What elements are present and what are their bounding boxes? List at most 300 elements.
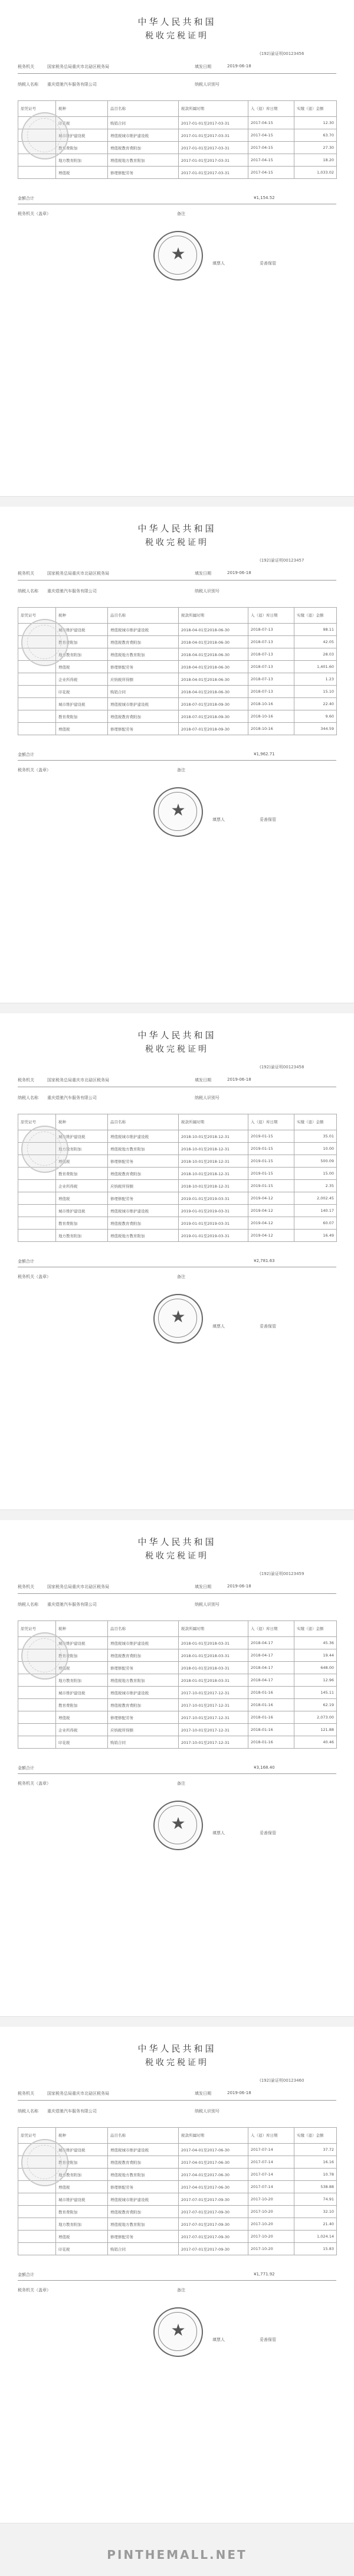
total-value: ¥1,962.71: [254, 752, 275, 757]
amount-cell: 32.10: [294, 2206, 337, 2218]
tax-type-cell: 地方教育附加: [56, 1230, 108, 1242]
date-cell: 2018-10-16: [248, 723, 294, 735]
payer-id-label: 纳税人识别号: [195, 1095, 219, 1100]
amount-cell: 121.88: [294, 1724, 337, 1736]
item-name-cell: 应纳税所得额: [108, 1180, 179, 1192]
payer-id-label: 纳税人识别号: [195, 1602, 219, 1607]
fill-date-label: 填发日期: [195, 64, 211, 69]
voucher-cell: [18, 2218, 56, 2231]
payer-id-label: 纳税人识别号: [195, 589, 219, 594]
date-cell: 2017-10-20: [248, 2218, 294, 2231]
tax-certificate: [0, 1013, 354, 1510]
tax-type-cell: 教育费附加: [56, 2156, 108, 2169]
item-name-cell: 修理修配劳务: [108, 1662, 179, 1674]
tax-type-cell: 教育费附加: [56, 1168, 108, 1180]
tax-table: [18, 1620, 337, 1749]
period-cell: 2018-10-01至2018-12-31: [179, 1168, 248, 1180]
stamp-ring: [27, 1638, 61, 1672]
stamp-ring: [27, 2145, 61, 2179]
column-header: 实缴（退）金额: [294, 101, 337, 117]
date-cell: 2017-07-14: [248, 2181, 294, 2193]
item-name-cell: 增值税城市维护建设税: [108, 1637, 179, 1649]
period-cell: 2018-01-01至2018-03-31: [179, 1637, 248, 1649]
taxpayer-label: 纳税人名称: [18, 2109, 38, 2114]
issuer-label: 税务机关: [18, 64, 34, 69]
red-stamp: [21, 1126, 68, 1173]
period-cell: 2018-07-01至2018-09-30: [179, 723, 248, 735]
period-cell: 2017-04-01至2017-06-30: [179, 2181, 248, 2193]
tax-type-cell: 增值税: [56, 1192, 108, 1205]
tax-certificate: [0, 0, 354, 497]
period-cell: 2018-04-01至2018-06-30: [179, 673, 248, 686]
date-cell: 2018-07-13: [248, 636, 294, 648]
note-label: 备注: [177, 768, 185, 772]
period-cell: 2018-01-01至2018-03-31: [179, 1662, 248, 1674]
table-row: [18, 1674, 337, 1687]
amount-cell: 500.09: [294, 1155, 337, 1168]
tax-type-cell: 企业所得税: [56, 673, 108, 686]
tax-type-cell: 印花税: [56, 2243, 108, 2255]
period-cell: 2017-10-01至2017-12-31: [179, 1736, 248, 1749]
amount-cell: 63.70: [294, 129, 337, 142]
stamp-ring: [27, 118, 61, 152]
period-cell: 2017-10-01至2017-12-31: [179, 1699, 248, 1711]
date-cell: 2017-10-20: [248, 2206, 294, 2218]
amount-cell: 1,033.02: [294, 167, 337, 179]
table-row: [18, 710, 337, 723]
amount-cell: 42.05: [294, 636, 337, 648]
period-cell: 2019-01-01至2019-03-31: [179, 1205, 248, 1217]
period-cell: 2019-01-01至2019-03-31: [179, 1217, 248, 1230]
certificate-title: 中华人民共和国: [137, 523, 217, 534]
fill-date-value: 2019-06-18: [227, 1584, 251, 1589]
tax-type-cell: 增值税: [56, 167, 108, 179]
official-seal: [153, 231, 203, 281]
certificate-title: 中华人民共和国: [137, 2043, 217, 2054]
amount-cell: 140.17: [294, 1205, 337, 1217]
column-header: 品目名称: [108, 1621, 179, 1637]
item-name-cell: 增值税教育费附加: [108, 1168, 179, 1180]
column-header: 入（退）库日期: [248, 1114, 294, 1130]
filled-by-label: 填票人: [212, 817, 225, 822]
issuer-label: 税务机关: [18, 1078, 34, 1082]
seal-label: 税务机关（盖章）: [18, 768, 51, 772]
amount-cell: 74.91: [294, 2193, 337, 2206]
amount-cell: 12.96: [294, 1674, 337, 1687]
tax-type-cell: 地方教育附加: [56, 154, 108, 167]
tax-type-cell: 印花税: [56, 686, 108, 698]
issuer-value: 国家税务总局重庆市北碚区税务局: [47, 2091, 109, 2096]
period-cell: 2018-04-01至2018-06-30: [179, 686, 248, 698]
table-header-row: [18, 2128, 337, 2144]
item-name-cell: 增值税地方教育附加: [108, 2218, 179, 2231]
column-header: 入（退）库日期: [248, 101, 294, 117]
item-name-cell: 增值税地方教育附加: [108, 154, 179, 167]
amount-cell: 21.40: [294, 2218, 337, 2231]
tax-certificate: [0, 507, 354, 1003]
date-cell: 2019-04-12: [248, 1230, 294, 1242]
filled-by-label: 填票人: [212, 1831, 225, 1835]
voucher-cell: [18, 1205, 56, 1217]
payer-id-label: 纳税人识别号: [195, 82, 219, 87]
fill-date-value: 2019-06-18: [227, 1077, 251, 1082]
certificate-title: 中华人民共和国: [137, 17, 217, 27]
amount-cell: 16.49: [294, 1230, 337, 1242]
tax-type-cell: 城市维护建设税: [56, 2193, 108, 2206]
taxpayer-value: 重庆煜驰汽车服务有限公司: [47, 1602, 97, 1607]
column-header: 税种: [56, 608, 108, 624]
date-cell: 2018-10-16: [248, 698, 294, 710]
column-header: 税种: [56, 2128, 108, 2144]
date-cell: 2018-07-13: [248, 648, 294, 661]
date-cell: 2019-04-12: [248, 1192, 294, 1205]
date-cell: 2019-01-15: [248, 1168, 294, 1180]
fill-date-value: 2019-06-18: [227, 2091, 251, 2095]
period-cell: 2017-01-01至2017-03-31: [179, 154, 248, 167]
date-cell: 2018-01-16: [248, 1736, 294, 1749]
period-cell: 2017-01-01至2017-03-31: [179, 167, 248, 179]
star-icon: ★: [171, 800, 186, 820]
table-row: [18, 686, 337, 698]
voucher-cell: [18, 2193, 56, 2206]
date-cell: 2019-01-15: [248, 1130, 294, 1143]
voucher-cell: [18, 1724, 56, 1736]
red-stamp: [21, 112, 68, 159]
voucher-cell: [18, 1687, 56, 1699]
table-row: [18, 661, 337, 673]
date-cell: 2018-04-17: [248, 1662, 294, 1674]
item-name-cell: 增值税教育费附加: [108, 142, 179, 154]
table-row: [18, 723, 337, 735]
period-cell: 2017-07-01至2017-09-30: [179, 2206, 248, 2218]
tax-type-cell: 教育费附加: [56, 636, 108, 648]
item-name-cell: 增值税城市维护建设税: [108, 2193, 179, 2206]
certificate-number: (192)渝证明00123456: [260, 51, 304, 56]
date-cell: 2018-04-17: [248, 1649, 294, 1662]
total-rule: [18, 1773, 336, 1774]
table-header-row: [18, 101, 337, 117]
total-label: 金额合计: [18, 1259, 34, 1264]
column-header: 原凭证号: [18, 1114, 56, 1130]
voucher-cell: [18, 1180, 56, 1192]
official-seal: [153, 2307, 203, 2357]
certificate-subtitle: 税收完税证明: [145, 2058, 209, 2068]
amount-cell: 2,002.45: [294, 1192, 337, 1205]
column-header: 入（退）库日期: [248, 608, 294, 624]
column-header: 品目名称: [108, 1114, 179, 1130]
header-rule: [18, 1593, 336, 1594]
tax-type-cell: 教育费附加: [56, 1699, 108, 1711]
item-name-cell: 修理修配劳务: [108, 1711, 179, 1724]
date-cell: 2017-07-14: [248, 2144, 294, 2156]
seal-label: 税务机关（盖章）: [18, 1274, 51, 1279]
table-row: [18, 167, 337, 179]
column-header: 税款所属时期: [179, 101, 248, 117]
table-row: [18, 2231, 337, 2243]
tax-table: [18, 1114, 337, 1242]
date-cell: 2018-01-16: [248, 1687, 294, 1699]
period-cell: 2017-01-01至2017-03-31: [179, 117, 248, 129]
tax-type-cell: 教育费附加: [56, 2206, 108, 2218]
seal-label: 税务机关（盖章）: [18, 211, 51, 216]
period-cell: 2017-04-01至2017-06-30: [179, 2169, 248, 2181]
voucher-cell: [18, 673, 56, 686]
period-cell: 2018-10-01至2018-12-31: [179, 1155, 248, 1168]
table-row: [18, 1192, 337, 1205]
item-name-cell: 购销合同: [108, 1736, 179, 1749]
table-row: [18, 1205, 337, 1217]
item-name-cell: 增值税地方教育附加: [108, 1230, 179, 1242]
date-cell: 2017-04-15: [248, 167, 294, 179]
amount-cell: 37.72: [294, 2144, 337, 2156]
tax-type-cell: 城市维护建设税: [56, 129, 108, 142]
tax-type-cell: 教育费附加: [56, 1649, 108, 1662]
column-header: 税款所属时期: [179, 1114, 248, 1130]
issuer-label: 税务机关: [18, 2091, 34, 2096]
date-cell: 2018-07-13: [248, 661, 294, 673]
table-row: [18, 1736, 337, 1749]
issuer-label: 税务机关: [18, 1584, 34, 1589]
column-header: 实缴（退）金额: [294, 2128, 337, 2144]
keep-safe-label: 妥善保管: [260, 1831, 276, 1835]
item-name-cell: 修理修配劳务: [108, 2181, 179, 2193]
table-header-row: [18, 1621, 337, 1637]
table-row: [18, 1217, 337, 1230]
tax-type-cell: 增值税: [56, 1155, 108, 1168]
item-name-cell: 应纳税所得额: [108, 673, 179, 686]
item-name-cell: 修理修配劳务: [108, 661, 179, 673]
filled-by-label: 填票人: [212, 261, 225, 266]
taxpayer-value: 重庆煜驰汽车服务有限公司: [47, 2109, 97, 2114]
certificate-number: (192)渝证明00123460: [260, 2078, 304, 2083]
voucher-cell: [18, 1699, 56, 1711]
column-header: 税种: [56, 101, 108, 117]
column-header: 入（退）库日期: [248, 1621, 294, 1637]
item-name-cell: 增值税教育费附加: [108, 2206, 179, 2218]
official-seal: [153, 787, 203, 837]
amount-cell: 15.00: [294, 1168, 337, 1180]
tax-type-cell: 企业所得税: [56, 1180, 108, 1192]
date-cell: 2018-07-13: [248, 673, 294, 686]
table-row: [18, 1180, 337, 1192]
tax-type-cell: 城市维护建设税: [56, 698, 108, 710]
tax-type-cell: 增值税: [56, 2231, 108, 2243]
amount-cell: 45.36: [294, 1637, 337, 1649]
voucher-cell: [18, 2231, 56, 2243]
tax-type-cell: 地方教育附加: [56, 2218, 108, 2231]
period-cell: 2018-07-01至2018-09-30: [179, 698, 248, 710]
period-cell: 2017-04-01至2017-06-30: [179, 2144, 248, 2156]
red-stamp: [21, 619, 68, 666]
column-header: 原凭证号: [18, 1621, 56, 1637]
voucher-cell: [18, 1217, 56, 1230]
amount-cell: 538.88: [294, 2181, 337, 2193]
total-value: ¥1,771.92: [254, 2272, 275, 2277]
item-name-cell: 增值税地方教育附加: [108, 648, 179, 661]
filled-by-label: 填票人: [212, 1324, 225, 1329]
fill-date-value: 2019-06-18: [227, 570, 251, 575]
tax-type-cell: 教育费附加: [56, 710, 108, 723]
header-rule: [18, 580, 336, 581]
voucher-cell: [18, 2243, 56, 2255]
table-row: [18, 2218, 337, 2231]
seal-label: 税务机关（盖章）: [18, 1781, 51, 1786]
period-cell: 2017-07-01至2017-09-30: [179, 2243, 248, 2255]
total-label: 金额合计: [18, 196, 34, 201]
item-name-cell: 增值税城市维护建设税: [108, 624, 179, 636]
certificate-subtitle: 税收完税证明: [145, 538, 209, 547]
tax-type-cell: 增值税: [56, 1711, 108, 1724]
table-row: [18, 2181, 337, 2193]
amount-cell: 62.19: [294, 1699, 337, 1711]
date-cell: 2017-04-15: [248, 154, 294, 167]
stamp-ring: [27, 1132, 61, 1166]
total-value: ¥1,154.52: [254, 195, 275, 200]
amount-cell: 1,401.60: [294, 661, 337, 673]
column-header: 税种: [56, 1114, 108, 1130]
item-name-cell: 修理修配劳务: [108, 167, 179, 179]
tax-type-cell: 城市维护建设税: [56, 1637, 108, 1649]
star-icon: ★: [171, 2320, 186, 2340]
stamp-ring: [27, 625, 61, 659]
voucher-cell: [18, 1736, 56, 1749]
certificate-subtitle: 税收完税证明: [145, 31, 209, 41]
amount-cell: 648.00: [294, 1662, 337, 1674]
period-cell: 2017-07-01至2017-09-30: [179, 2193, 248, 2206]
date-cell: 2018-07-13: [248, 624, 294, 636]
date-cell: 2019-01-15: [248, 1155, 294, 1168]
total-rule: [18, 760, 336, 761]
item-name-cell: 增值税教育费附加: [108, 1699, 179, 1711]
total-rule: [18, 2280, 336, 2281]
item-name-cell: 增值税城市维护建设税: [108, 2144, 179, 2156]
amount-cell: 12.30: [294, 117, 337, 129]
amount-cell: 2,073.00: [294, 1711, 337, 1724]
issuer-label: 税务机关: [18, 571, 34, 576]
voucher-cell: [18, 167, 56, 179]
item-name-cell: 修理修配劳务: [108, 2231, 179, 2243]
amount-cell: 28.03: [294, 648, 337, 661]
period-cell: 2017-07-01至2017-09-30: [179, 2218, 248, 2231]
period-cell: 2017-01-01至2017-03-31: [179, 142, 248, 154]
date-cell: 2017-04-15: [248, 142, 294, 154]
period-cell: 2018-10-01至2018-12-31: [179, 1180, 248, 1192]
amount-cell: 60.07: [294, 1217, 337, 1230]
amount-cell: 98.11: [294, 624, 337, 636]
item-name-cell: 增值税教育费附加: [108, 710, 179, 723]
table-row: [18, 154, 337, 167]
voucher-cell: [18, 1192, 56, 1205]
certificate-number: (192)渝证明00123458: [260, 1065, 304, 1069]
note-label: 备注: [177, 1274, 185, 1279]
fill-date-value: 2019-06-18: [227, 64, 251, 69]
official-seal: [153, 1801, 203, 1850]
item-name-cell: 增值税教育费附加: [108, 1217, 179, 1230]
item-name-cell: 增值税地方教育附加: [108, 2169, 179, 2181]
column-header: 税款所属时期: [179, 608, 248, 624]
amount-cell: 15.10: [294, 686, 337, 698]
tax-type-cell: 城市维护建设税: [56, 624, 108, 636]
tax-certificate: [0, 1520, 354, 2017]
taxpayer-label: 纳税人名称: [18, 1095, 38, 1100]
taxpayer-value: 重庆煜驰汽车服务有限公司: [47, 1095, 97, 1100]
period-cell: 2017-10-01至2017-12-31: [179, 1724, 248, 1736]
seal-label: 税务机关（盖章）: [18, 2288, 51, 2293]
column-header: 税款所属时期: [179, 2128, 248, 2144]
table-row: [18, 1687, 337, 1699]
header-rule: [18, 2100, 336, 2101]
item-name-cell: 增值税城市维护建设税: [108, 1205, 179, 1217]
header-rule: [18, 73, 336, 74]
tax-type-cell: 城市维护建设税: [56, 1687, 108, 1699]
item-name-cell: 增值税教育费附加: [108, 636, 179, 648]
column-header: 税款所属时期: [179, 1621, 248, 1637]
tax-type-cell: 增值税: [56, 661, 108, 673]
period-cell: 2018-04-01至2018-06-30: [179, 661, 248, 673]
filled-by-label: 填票人: [212, 2337, 225, 2342]
date-cell: 2019-04-12: [248, 1205, 294, 1217]
amount-cell: 1.23: [294, 673, 337, 686]
date-cell: 2018-10-16: [248, 710, 294, 723]
payer-id-label: 纳税人识别号: [195, 2109, 219, 2114]
issuer-value: 国家税务总局重庆市北碚区税务局: [47, 1584, 109, 1589]
table-row: [18, 2206, 337, 2218]
voucher-cell: [18, 2206, 56, 2218]
fill-date-label: 填发日期: [195, 1584, 211, 1589]
keep-safe-label: 妥善保管: [260, 261, 276, 266]
column-header: 实缴（退）金额: [294, 1114, 337, 1130]
amount-cell: 27.30: [294, 142, 337, 154]
item-name-cell: 增值税城市维护建设税: [108, 698, 179, 710]
tax-table: [18, 607, 337, 735]
amount-cell: 19.44: [294, 1649, 337, 1662]
table-row: [18, 698, 337, 710]
period-cell: 2018-04-01至2018-06-30: [179, 636, 248, 648]
tax-type-cell: 增值税: [56, 723, 108, 735]
item-name-cell: 增值税地方教育附加: [108, 1674, 179, 1687]
amount-cell: 1,024.14: [294, 2231, 337, 2243]
item-name-cell: 购销合同: [108, 2243, 179, 2255]
tax-type-cell: 地方教育附加: [56, 648, 108, 661]
period-cell: 2017-07-01至2017-09-30: [179, 2231, 248, 2243]
column-header: 原凭证号: [18, 608, 56, 624]
tax-type-cell: 印花税: [56, 117, 108, 129]
table-row: [18, 1168, 337, 1180]
item-name-cell: 购销合同: [108, 117, 179, 129]
period-cell: 2017-04-01至2017-06-30: [179, 2156, 248, 2169]
keep-safe-label: 妥善保管: [260, 817, 276, 822]
total-value: ¥3,168.40: [254, 1765, 275, 1770]
amount-cell: 15.83: [294, 2243, 337, 2255]
fill-date-label: 填发日期: [195, 571, 211, 576]
period-cell: 2018-01-01至2018-03-31: [179, 1649, 248, 1662]
total-value: ¥2,781.63: [254, 1258, 275, 1263]
certificate-title: 中华人民共和国: [137, 1537, 217, 1547]
voucher-cell: [18, 723, 56, 735]
item-name-cell: 增值税地方教育附加: [108, 1143, 179, 1155]
taxpayer-label: 纳税人名称: [18, 589, 38, 594]
tax-type-cell: 企业所得税: [56, 1724, 108, 1736]
column-header: 原凭证号: [18, 101, 56, 117]
period-cell: 2018-10-01至2018-12-31: [179, 1143, 248, 1155]
taxpayer-label: 纳税人名称: [18, 1602, 38, 1607]
period-cell: 2018-04-01至2018-06-30: [179, 648, 248, 661]
item-name-cell: 购销合同: [108, 686, 179, 698]
date-cell: 2017-10-20: [248, 2231, 294, 2243]
tax-type-cell: 城市维护建设税: [56, 1130, 108, 1143]
period-cell: 2017-10-01至2017-12-31: [179, 1687, 248, 1699]
tax-type-cell: 增值税: [56, 1662, 108, 1674]
